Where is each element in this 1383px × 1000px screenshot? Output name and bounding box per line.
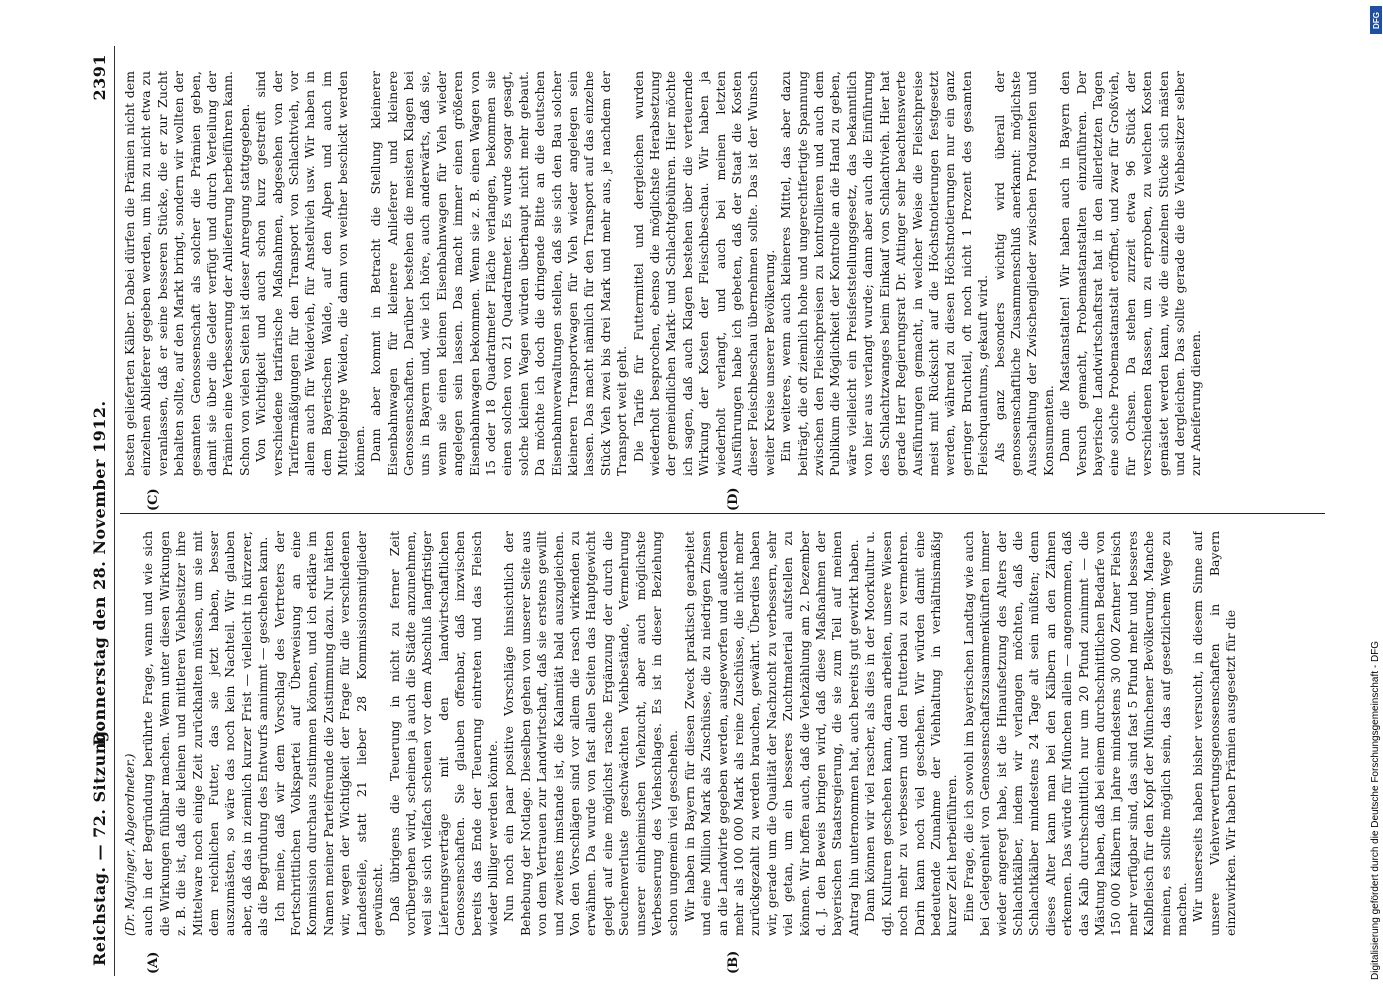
digitization-credit: Digitalisierung gefördert durch die Deutsche Forschungsgemeinschaft - DFG [1370,640,1381,980]
paragraph: Eine Frage, die ich sowohl im bayerischen Landtag wie auch bei Gelegenheit von Genossenschaftszusammenkünften immer wieder angeregt habe, ist die Hinaufsetzung des Alters der Schlachtkälber, indem wir verlangen möchten, daß die Schlachtkälber mindestens 24 Tage alt sein müßten; denn dieses Alter kann man bei den Kälbern an den Zähnen erkennen. Das würde für München allein — angenommen, daß das Kalb durchschnittlich nur um 20 Pfund zunimmt — die Mästung haben, daß bei einem durchschnittlichen Bedarfe von 150 000 Kälbern im Jahre mindestens 30 000 Zentner Fleisch mehr verfügbar sind, das sind fast 5 Pfund mehr und besseres Kalbfleisch für den Kopf der Münchener Bevölkerung. Manche meinen, es sollte möglich sein, das auf gesetzlichem Wege zu machen. [960,531,1189,936]
margin-label-b: (B) [726,950,741,974]
speaker-attribution: (Dr. Mayinger, Abgeordneter.) [123,753,137,936]
paragraph: Die Tarife für Futtermittel und dergleichen wurden wiederholt besprochen, ebenso die möglichste Herabsetzung der gemeindlichen Markt- und Schlachtgebühren. Hier möchte ich sagen, daß auch Klagen bestehen über die verteuernde Wirkung der Kosten der Fleischbeschau. Wir haben ja wiederholt verlangt, und auch bei meinen letzten Ausführungen habe ich gebeten, daß der Staat die Kosten dieser Fleischbeschau übernehmen sollte. Das ist der Wunsch weiter Kreise unserer Bevölkerung. [630,71,777,476]
paragraph: Dann aber kommt in Betracht die Stellung kleinerer Eisenbahnwagen für kleinere Anlieferer und kleinere Genossenschaften. Darüber bestehen die meisten Klagen bei uns in Bayern und, wie ich höre, auch anderwärts, daß sie, wenn sie einen kleinen Eisenbahnwagen für Vieh wieder angelegen sein lassen. Das macht immer einen größeren Eisenbahnwagen bekommen. Wenn sie z. B. einen Wagen von 15 oder 18 Quadratmeter Fläche verlangen, bekommen sie einen solchen von 21 Quadratmeter. Es wurde sogar gesagt, solche kleinen Wagen würden überhaupt nicht mehr gebaut. Da möchte ich doch die dringende Bitte an die deutschen Eisenbahnverwaltungen stellen, daß sie sich den Bau solcher kleineren Transportwagen für Vieh wieder angelegen sein lassen. Das macht nämlich für den Transport auf das einzelne Stück Vieh zwei bis drei Mark und mehr aus, je nachdem der Transport weit geht. [368,71,630,476]
page-header [86,46,116,976]
paragraph: Nun noch ein paar positive Vorschläge hinsichtlich der Behebung der Notlage. Dieselben gehen von unserer Seite aus von dem Vertrauen zur Landwirtschaft, daß sie erstens gewillt und zweitens imstande ist, die Kalamität bald auszugleichen. Von den Vorschlägen sind vor allem die rasch wirkenden zu erwähnen. Da wurde von fast allen Seiten das Hauptgewicht gelegt auf eine möglichst rasche Ergänzung der durch die Seuchenverluste geschwächten Viehbestände, Vermehrung unserer einheimischen Viehzucht, aber auch möglichste Verbesserung des Viehschlages. Es ist in dieser Beziehung schon ungemein viel geschehen. [501,531,681,936]
header-session: Reichstag. — 72. Sitzung. [90,724,109,966]
paragraph: Ein weiteres, wenn auch kleineres Mittel, das aber dazu beiträgt, die oft ziemlich hohe und ungerechtfertigte Spannung zwischen den Fleischpreisen zu kontrollieren und auch dem Publikum die Möglichkeit der Kontrolle an die Hand zu geben, wäre vielleicht ein Preisfeststellungsgesetz, das bekanntlich von hier aus verlangt wurde; dann aber auch die Einführung des Schlachtzwanges beim Einkauf von Schlachtvieh. Hier hat gerade Herr Regierungsrat Dr. Attinger sehr beachtenswerte Ausführungen gemacht, in welcher Weise die Fleischpreise meist mit Rücksicht auf die Höchstnotierungen festgesetzt werden, während zu diesen Höchstnotierungen nur ein ganz geringer Bruchteil, oft noch nicht 1 Prozent des gesamten Fleischquantums, gekauft wird. [778,71,991,476]
paragraph: Als ganz besonders wichtig wird überall der genossenschaftliche Zusammenschluß anerkannt: möglichste Ausschaltung der Zwischenglieder zwischen Produzenten und Konsumenten. [991,71,1056,476]
dfg-logo-icon [1370,6,1382,34]
paragraph: Von Wichtigkeit und auch schon kurz gestreift sind verschiedene tarifarische Maßnahmen, abgesehen von der Tarifermäßigungen für den Transport von Schlachtvieh, vor allem auch für Weidevieh, für Anstellvieh usw. Wir haben in dem Bayerischen Walde, auf den Alpen und auch im Mittelgebirge Weiden, die dann von weither beschickt werden können. [253,71,367,476]
paragraph: besten gelieferten Kälber. Dabei dürfen die Prämien nicht dem einzelnen Ablieferer gegeben werden, um ihn zu nicht etwa zu veranlassen, daß er seine besseren Stücke, die er zur Zucht behalten sollte, auf den Markt bringt, sondern wir wollten der gesamten Genossenschaft als solcher die Prämien geben, damit sie über die Gelder verfügt und durch Verteilung der Prämien eine Verbesserung der Anlieferung herbeiführen kann. Schon von vielen Seiten ist dieser Anregung stattgegeben. [122,71,252,476]
margin-label-c: (C) [146,488,161,511]
paragraph: Wir unserseits haben bisher versucht, in diesem Sinne auf unsere Viehverwertungsgenossenschaften in Bayern einzuwirken. Wir haben Prämien ausgesetzt für die [1190,531,1239,936]
paragraph: Dann können wir viel rascher, als dies in der Moorkultur u. dgl. Kulturen geschehen kann, daran arbeiten, unsere Wiesen noch mehr zu verbessern und den Futterbau zu vermehren. Darin kann noch viel geschehen. Wir würden damit eine bedeutende Zunahme der Viehhaltung in verhältnismäßig kurzer Zeit herbeiführen. [862,531,960,936]
logo-text: DFG [1371,11,1381,29]
paragraph: Wir haben in Bayern für diesen Zweck praktisch gearbeitet und eine Million Mark als Zuschüsse, die zu niedrigen Zinsen an die Landwirte gegeben werden, ausgeworfen und außerdem mehr als 100 000 Mark als reine Zuschüsse, die nicht mehr zurückgezahlt zu werden brauchen, gewährt. Überdies haben wir, gerade um die Qualität der Nachzucht zu verbessern, sehr viel getan, um ein besseres Zuchtmaterial aufstellen zu können. Wir hoffen auch, daß die Viehzählung am 2. Dezember d. J. den Beweis bringen wird, daß diese Maßnahmen der bayerischen Staatsregierung, die sie zum Teil auf meinen Antrag hin unternommen hat, auch bereits gut gewirkt haben. [681,531,861,936]
header-rule [114,46,115,976]
margin-label-a: (A) [146,951,161,974]
page-number: 2391 [90,54,109,101]
column-divider [120,513,1325,514]
paragraph: Ich meine, daß wir dem Vorschlag des Vertreters der Fortschrittlichen Volkspartei auf Überweisung an eine Kommission durchaus zustimmen können, und ich erkläre im Namen meiner Parteifreunde die Zustimmung dazu. Nur hätten wir, wegen der Wichtigkeit der Frage für die verschiedenen Landesteile, statt 21 lieber 28 Kommissionsmitglieder gewünscht. [271,531,386,936]
newspaper-sheet [86,46,1336,976]
paragraph: Dann die Mastanstalten! Wir haben auch in Bayern den Versuch gemacht, Probemastanstalten einzuführen. Der bayerische Landwirtschaftsrat hat in den allerletzten Tagen eine solche Probemastanstalt eröffnet, und zwar für Großvieh, für Ochsen. Da stehen zurzeit etwa 96 Stück der verschiedenen Rassen, um zu erproben, zu welchen Kosten gemästet werden kann, wie die einzelnen Stücke sich mästen und dergleichen. Das sollte gerade die die Viehbesitzer selber zur Aneiferung dienen. [1057,71,1204,476]
paragraph: Daß übrigens die Teuerung in nicht zu ferner Zeit vorübergehen wird, scheinen ja auch die Städte anzunehmen, weil sie sich vielfach scheuen vor dem Abschluß langfristiger Lieferungsverträge mit den landwirtschaftlichen Genossenschaften. Sie glauben offenbar, daß inzwischen bereits das Ende der Teuerung eintreten und das Fleisch wieder billiger werden könnte. [386,531,500,936]
paragraph: auch in der Begründung berührte Frage, wann und wie sich die Wirkungen fühlbar machen. Wenn unter diesen Wirkungen z. B. die ist, daß die kleinen und mittleren Viehbesitzer ihre Mittelware noch einige Zeit zurückhalten müssen, um sie mit dem reichlichen Futter, das sie jetzt haben, besser auszumästen, so wäre das noch kein Nachteil. Wir glauben aber, daß das in ziemlich kurzer Frist — vielleicht in kürzerer, als die Begründung des Entwurfs annimmt — geschehen kann. [140,531,271,936]
text-column-right [122,71,1322,476]
header-date: Donnerstag den 28. November 1912. [90,400,109,746]
margin-label-d: (D) [726,487,741,511]
text-column-left [122,531,1322,936]
